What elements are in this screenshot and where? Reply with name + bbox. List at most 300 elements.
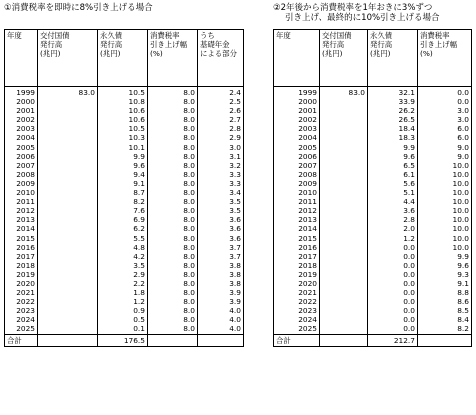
table-cell: 8.0 <box>148 206 198 215</box>
table-cell: 10.5 <box>98 124 148 133</box>
table-cell: 1.2 <box>368 234 418 243</box>
table-cell <box>38 279 98 288</box>
table-row <box>5 324 244 334</box>
table-cell: 2002 <box>274 115 320 124</box>
table-cell: 6.5 <box>368 161 418 170</box>
right-header-text: 引き上げ幅 <box>420 40 457 49</box>
table-cell: 9.9 <box>418 252 472 261</box>
table-row <box>274 279 472 288</box>
table-row <box>274 188 472 197</box>
total-cell: 合計 <box>5 334 38 346</box>
table-row <box>274 215 472 224</box>
table-cell <box>38 97 98 106</box>
table-row <box>274 324 472 334</box>
table-row <box>5 197 244 206</box>
table-row <box>274 306 472 315</box>
table-cell: 8.7 <box>98 188 148 197</box>
table-cell: 10.0 <box>418 170 472 179</box>
table-cell: 0.0 <box>368 297 418 306</box>
table-cell: 3.6 <box>198 224 244 233</box>
table-cell: 10.6 <box>98 106 148 115</box>
left-header-text: うち <box>200 31 215 40</box>
table-cell <box>320 234 368 243</box>
table-cell: 2001 <box>5 106 38 115</box>
table-row <box>5 161 244 170</box>
table-cell: 0.0 <box>418 97 472 106</box>
table-cell: 0.0 <box>418 87 472 98</box>
table-cell: 2003 <box>5 124 38 133</box>
table-cell: 2.4 <box>198 87 244 98</box>
left-data-table <box>4 29 244 347</box>
table-cell: 2003 <box>274 124 320 133</box>
left-header-text: 消費税率 <box>150 31 180 40</box>
table-cell: 8.0 <box>148 170 198 179</box>
table-row <box>5 270 244 279</box>
right-header-cell <box>368 30 418 87</box>
table-cell: 5.1 <box>368 188 418 197</box>
total-cell <box>418 334 472 346</box>
right-header-cell <box>418 30 472 87</box>
table-cell: 2013 <box>274 215 320 224</box>
table-cell <box>38 115 98 124</box>
table-cell: 0.0 <box>368 243 418 252</box>
table-row <box>274 206 472 215</box>
table-cell: 10.5 <box>98 87 148 98</box>
table-cell: 8.0 <box>148 97 198 106</box>
left-header-text: 発行高 <box>40 40 63 49</box>
table-cell: 6.1 <box>368 170 418 179</box>
table-cell: 8.0 <box>148 87 198 98</box>
right-header-text: (%) <box>420 49 433 58</box>
table-cell: 8.0 <box>148 224 198 233</box>
table-cell: 2005 <box>274 143 320 152</box>
table-row <box>274 170 472 179</box>
table-cell: 2016 <box>5 243 38 252</box>
table-cell: 1.2 <box>98 297 148 306</box>
table-cell: 2.0 <box>368 224 418 233</box>
table-cell: 3.8 <box>198 279 244 288</box>
left-header-text: 年度 <box>7 31 22 40</box>
table-cell: 0.9 <box>98 306 148 315</box>
table-row <box>274 243 472 252</box>
table-cell <box>320 306 368 315</box>
table-cell <box>38 143 98 152</box>
table-row <box>5 215 244 224</box>
table-cell: 2024 <box>5 315 38 324</box>
table-cell: 3.9 <box>198 288 244 297</box>
table-row <box>274 270 472 279</box>
table-cell <box>320 97 368 106</box>
table-cell: 8.5 <box>418 306 472 315</box>
table-row <box>5 315 244 324</box>
table-cell: 2009 <box>274 179 320 188</box>
table-cell <box>320 161 368 170</box>
table-cell <box>38 324 98 334</box>
table-cell: 9.6 <box>418 261 472 270</box>
table-cell: 6.0 <box>418 133 472 142</box>
table-cell: 2025 <box>274 324 320 334</box>
table-cell: 83.0 <box>38 87 98 98</box>
table-cell: 8.0 <box>148 270 198 279</box>
table-cell: 2.8 <box>198 124 244 133</box>
table-cell: 3.0 <box>198 143 244 152</box>
table-cell: 8.2 <box>98 197 148 206</box>
table-cell <box>320 124 368 133</box>
left-table-caption: ①消費税率を即時に8%引き上げる場合 <box>4 3 153 13</box>
table-cell: 2021 <box>274 288 320 297</box>
table-cell: 8.0 <box>148 324 198 334</box>
table-cell: 10.1 <box>98 143 148 152</box>
table-cell: 4.0 <box>198 306 244 315</box>
table-cell: 0.1 <box>98 324 148 334</box>
table-cell: 6.2 <box>98 224 148 233</box>
table-cell: 8.0 <box>148 124 198 133</box>
table-cell: 8.0 <box>148 115 198 124</box>
table-cell: 2013 <box>5 215 38 224</box>
table-cell: 2005 <box>5 143 38 152</box>
table-cell: 2018 <box>5 261 38 270</box>
table-cell: 2012 <box>5 206 38 215</box>
left-header-text: 交付国債 <box>40 31 70 40</box>
left-header-text: 発行高 <box>100 40 123 49</box>
table-cell: 9.4 <box>98 170 148 179</box>
table-cell: 2023 <box>5 306 38 315</box>
left-header-cell <box>98 30 148 87</box>
table-cell: 8.0 <box>148 279 198 288</box>
left-header-cell <box>5 30 38 87</box>
table-cell: 2017 <box>274 252 320 261</box>
total-cell <box>148 334 198 346</box>
left-table-body <box>5 87 244 347</box>
table-row <box>274 152 472 161</box>
table-row <box>274 106 472 115</box>
total-cell: 212.7 <box>368 334 418 346</box>
table-cell: 2007 <box>274 161 320 170</box>
table-cell: 2006 <box>274 152 320 161</box>
table-cell <box>320 224 368 233</box>
table-cell: 2.2 <box>98 279 148 288</box>
left-header-row <box>5 30 244 87</box>
table-cell: 10.0 <box>418 188 472 197</box>
table-cell: 26.5 <box>368 115 418 124</box>
right-header-text: 発行高 <box>322 40 345 49</box>
table-row <box>5 115 244 124</box>
table-cell: 2019 <box>274 270 320 279</box>
table-cell: 8.8 <box>418 288 472 297</box>
table-cell: 2008 <box>5 170 38 179</box>
table-cell <box>320 270 368 279</box>
table-cell: 33.9 <box>368 97 418 106</box>
table-cell: 2009 <box>5 179 38 188</box>
total-cell: 176.5 <box>98 334 148 346</box>
right-table-body <box>274 87 472 347</box>
table-row <box>274 133 472 142</box>
table-row <box>274 261 472 270</box>
table-row <box>5 152 244 161</box>
table-row <box>5 133 244 142</box>
table-cell: 9.3 <box>418 270 472 279</box>
left-header-text: (兆円) <box>100 49 121 58</box>
table-cell: 2022 <box>5 297 38 306</box>
table-cell: 2002 <box>5 115 38 124</box>
table-cell <box>320 188 368 197</box>
table-cell <box>320 206 368 215</box>
table-row <box>5 297 244 306</box>
right-header-text: (兆円) <box>322 49 343 58</box>
total-cell: 合計 <box>274 334 320 346</box>
table-cell: 8.0 <box>148 106 198 115</box>
table-cell: 2022 <box>274 297 320 306</box>
table-cell: 3.1 <box>198 152 244 161</box>
table-cell: 9.0 <box>418 143 472 152</box>
table-row <box>5 87 244 98</box>
table-cell <box>320 279 368 288</box>
table-cell <box>320 115 368 124</box>
table-cell: 2004 <box>5 133 38 142</box>
table-cell: 4.4 <box>368 197 418 206</box>
table-cell: 2006 <box>5 152 38 161</box>
table-cell: 8.0 <box>148 179 198 188</box>
table-cell <box>38 188 98 197</box>
table-cell <box>320 143 368 152</box>
table-cell: 2018 <box>274 261 320 270</box>
table-cell: 8.0 <box>148 261 198 270</box>
table-cell: 10.0 <box>418 243 472 252</box>
table-row <box>5 106 244 115</box>
table-cell: 3.3 <box>198 179 244 188</box>
table-cell: 2016 <box>274 243 320 252</box>
table-cell: 2020 <box>5 279 38 288</box>
table-cell <box>320 133 368 142</box>
table-row <box>5 188 244 197</box>
table-row <box>5 234 244 243</box>
right-header-cell <box>320 30 368 87</box>
table-row <box>274 197 472 206</box>
table-cell: 10.0 <box>418 197 472 206</box>
table-cell <box>38 170 98 179</box>
table-cell: 10.8 <box>98 97 148 106</box>
right-header-cell <box>274 30 320 87</box>
table-cell <box>320 324 368 334</box>
left-header-text: による部分 <box>200 49 237 58</box>
table-cell: 9.6 <box>98 161 148 170</box>
table-cell <box>38 243 98 252</box>
table-cell: 0.5 <box>98 315 148 324</box>
table-cell: 10.0 <box>418 206 472 215</box>
table-cell: 9.9 <box>98 152 148 161</box>
table-cell: 2014 <box>274 224 320 233</box>
table-cell: 10.0 <box>418 179 472 188</box>
table-row <box>274 179 472 188</box>
table-cell: 10.0 <box>418 215 472 224</box>
table-cell: 2.9 <box>98 270 148 279</box>
table-row <box>5 252 244 261</box>
table-cell: 2007 <box>5 161 38 170</box>
table-cell: 0.0 <box>368 279 418 288</box>
table-cell: 4.0 <box>198 315 244 324</box>
table-cell: 0.0 <box>368 324 418 334</box>
total-cell <box>198 334 244 346</box>
table-row <box>5 279 244 288</box>
right-header-text: 交付国債 <box>322 31 352 40</box>
left-header-text: (%) <box>150 49 163 58</box>
left-header-text: 基礎年金 <box>200 40 230 49</box>
table-cell: 8.0 <box>148 161 198 170</box>
table-cell: 8.0 <box>148 215 198 224</box>
left-header-text: 永久債 <box>100 31 123 40</box>
table-cell: 8.0 <box>148 297 198 306</box>
table-cell <box>320 261 368 270</box>
table-cell: 3.0 <box>418 115 472 124</box>
table-cell <box>38 261 98 270</box>
left-header-cell <box>38 30 98 87</box>
table-row <box>5 170 244 179</box>
table-cell <box>320 288 368 297</box>
table-cell: 6.9 <box>98 215 148 224</box>
table-cell: 2.6 <box>198 106 244 115</box>
table-cell: 7.6 <box>98 206 148 215</box>
table-cell: 3.5 <box>198 206 244 215</box>
table-cell <box>38 288 98 297</box>
table-cell: 2015 <box>5 234 38 243</box>
table-cell: 3.8 <box>198 261 244 270</box>
table-cell: 8.2 <box>418 324 472 334</box>
table-cell: 2025 <box>5 324 38 334</box>
table-row <box>274 288 472 297</box>
right-header-row <box>274 30 472 87</box>
table-cell: 0.0 <box>368 306 418 315</box>
table-cell: 2000 <box>274 97 320 106</box>
table-cell: 4.8 <box>98 243 148 252</box>
table-cell: 2020 <box>274 279 320 288</box>
total-cell <box>38 334 98 346</box>
table-cell <box>38 270 98 279</box>
table-row <box>5 206 244 215</box>
table-cell: 3.2 <box>198 161 244 170</box>
table-cell: 2023 <box>274 306 320 315</box>
table-cell <box>320 106 368 115</box>
table-cell: 3.6 <box>198 215 244 224</box>
table-cell: 2.8 <box>368 215 418 224</box>
table-row <box>274 234 472 243</box>
table-row <box>274 297 472 306</box>
table-cell: 2012 <box>274 206 320 215</box>
table-cell: 26.2 <box>368 106 418 115</box>
table-cell: 18.3 <box>368 133 418 142</box>
table-cell: 3.3 <box>198 170 244 179</box>
table-cell: 8.0 <box>148 188 198 197</box>
right-data-table <box>273 29 472 347</box>
table-cell: 9.9 <box>368 143 418 152</box>
table-cell <box>38 124 98 133</box>
table-cell: 10.0 <box>418 234 472 243</box>
table-cell: 8.0 <box>148 306 198 315</box>
table-cell: 2001 <box>274 106 320 115</box>
table-cell: 8.0 <box>148 243 198 252</box>
right-caption-line2: 引き上げ、最終的に10%引き上げる場合 <box>285 13 440 23</box>
table-cell: 1999 <box>5 87 38 98</box>
table-cell <box>38 297 98 306</box>
table-cell: 2008 <box>274 170 320 179</box>
table-cell: 3.5 <box>198 197 244 206</box>
table-cell: 0.0 <box>368 288 418 297</box>
table-cell: 3.4 <box>198 188 244 197</box>
table-cell <box>38 224 98 233</box>
table-cell <box>38 252 98 261</box>
table-row <box>5 243 244 252</box>
table-cell: 8.0 <box>148 288 198 297</box>
table-cell: 2015 <box>274 234 320 243</box>
table-row <box>274 115 472 124</box>
table-row <box>274 224 472 233</box>
table-cell: 2011 <box>274 197 320 206</box>
table-cell: 9.0 <box>418 152 472 161</box>
table-cell: 3.5 <box>98 261 148 270</box>
right-table-caption <box>273 3 440 23</box>
table-cell: 0.0 <box>368 270 418 279</box>
table-cell: 3.9 <box>198 297 244 306</box>
table-cell: 2019 <box>5 270 38 279</box>
table-cell: 8.0 <box>148 234 198 243</box>
table-cell <box>320 215 368 224</box>
table-cell: 9.1 <box>98 179 148 188</box>
table-cell: 3.7 <box>198 252 244 261</box>
table-cell: 2017 <box>5 252 38 261</box>
table-cell <box>320 197 368 206</box>
table-cell: 8.6 <box>418 297 472 306</box>
table-cell: 9.6 <box>368 152 418 161</box>
table-cell: 8.0 <box>148 143 198 152</box>
table-cell: 32.1 <box>368 87 418 98</box>
table-cell: 3.8 <box>198 270 244 279</box>
table-cell: 1.8 <box>98 288 148 297</box>
table-cell: 2024 <box>274 315 320 324</box>
total-row <box>5 334 244 346</box>
table-cell <box>38 306 98 315</box>
right-header-text: 発行高 <box>370 40 393 49</box>
table-cell: 1999 <box>274 87 320 98</box>
table-cell <box>38 106 98 115</box>
right-caption-line1: ②2年後から消費税率を1年おきに3%ずつ <box>273 3 433 13</box>
table-cell: 2.9 <box>198 133 244 142</box>
table-cell: 8.0 <box>148 152 198 161</box>
table-row <box>5 97 244 106</box>
table-cell: 8.0 <box>148 197 198 206</box>
table-cell: 83.0 <box>320 87 368 98</box>
table-row <box>274 252 472 261</box>
table-row <box>274 315 472 324</box>
table-cell: 2010 <box>5 188 38 197</box>
table-cell: 8.0 <box>148 133 198 142</box>
right-header-text: 消費税率 <box>420 31 450 40</box>
table-cell <box>38 197 98 206</box>
right-header-text: (兆円) <box>370 49 391 58</box>
table-row <box>5 143 244 152</box>
table-cell: 2.5 <box>198 97 244 106</box>
table-cell <box>38 206 98 215</box>
table-cell: 3.7 <box>198 243 244 252</box>
table-cell <box>320 243 368 252</box>
table-row <box>274 161 472 170</box>
table-cell: 2.7 <box>198 115 244 124</box>
table-row <box>5 306 244 315</box>
table-row <box>5 288 244 297</box>
table-row <box>274 124 472 133</box>
table-cell: 10.0 <box>418 224 472 233</box>
table-cell <box>320 297 368 306</box>
table-cell: 3.6 <box>198 234 244 243</box>
table-cell: 5.6 <box>368 179 418 188</box>
